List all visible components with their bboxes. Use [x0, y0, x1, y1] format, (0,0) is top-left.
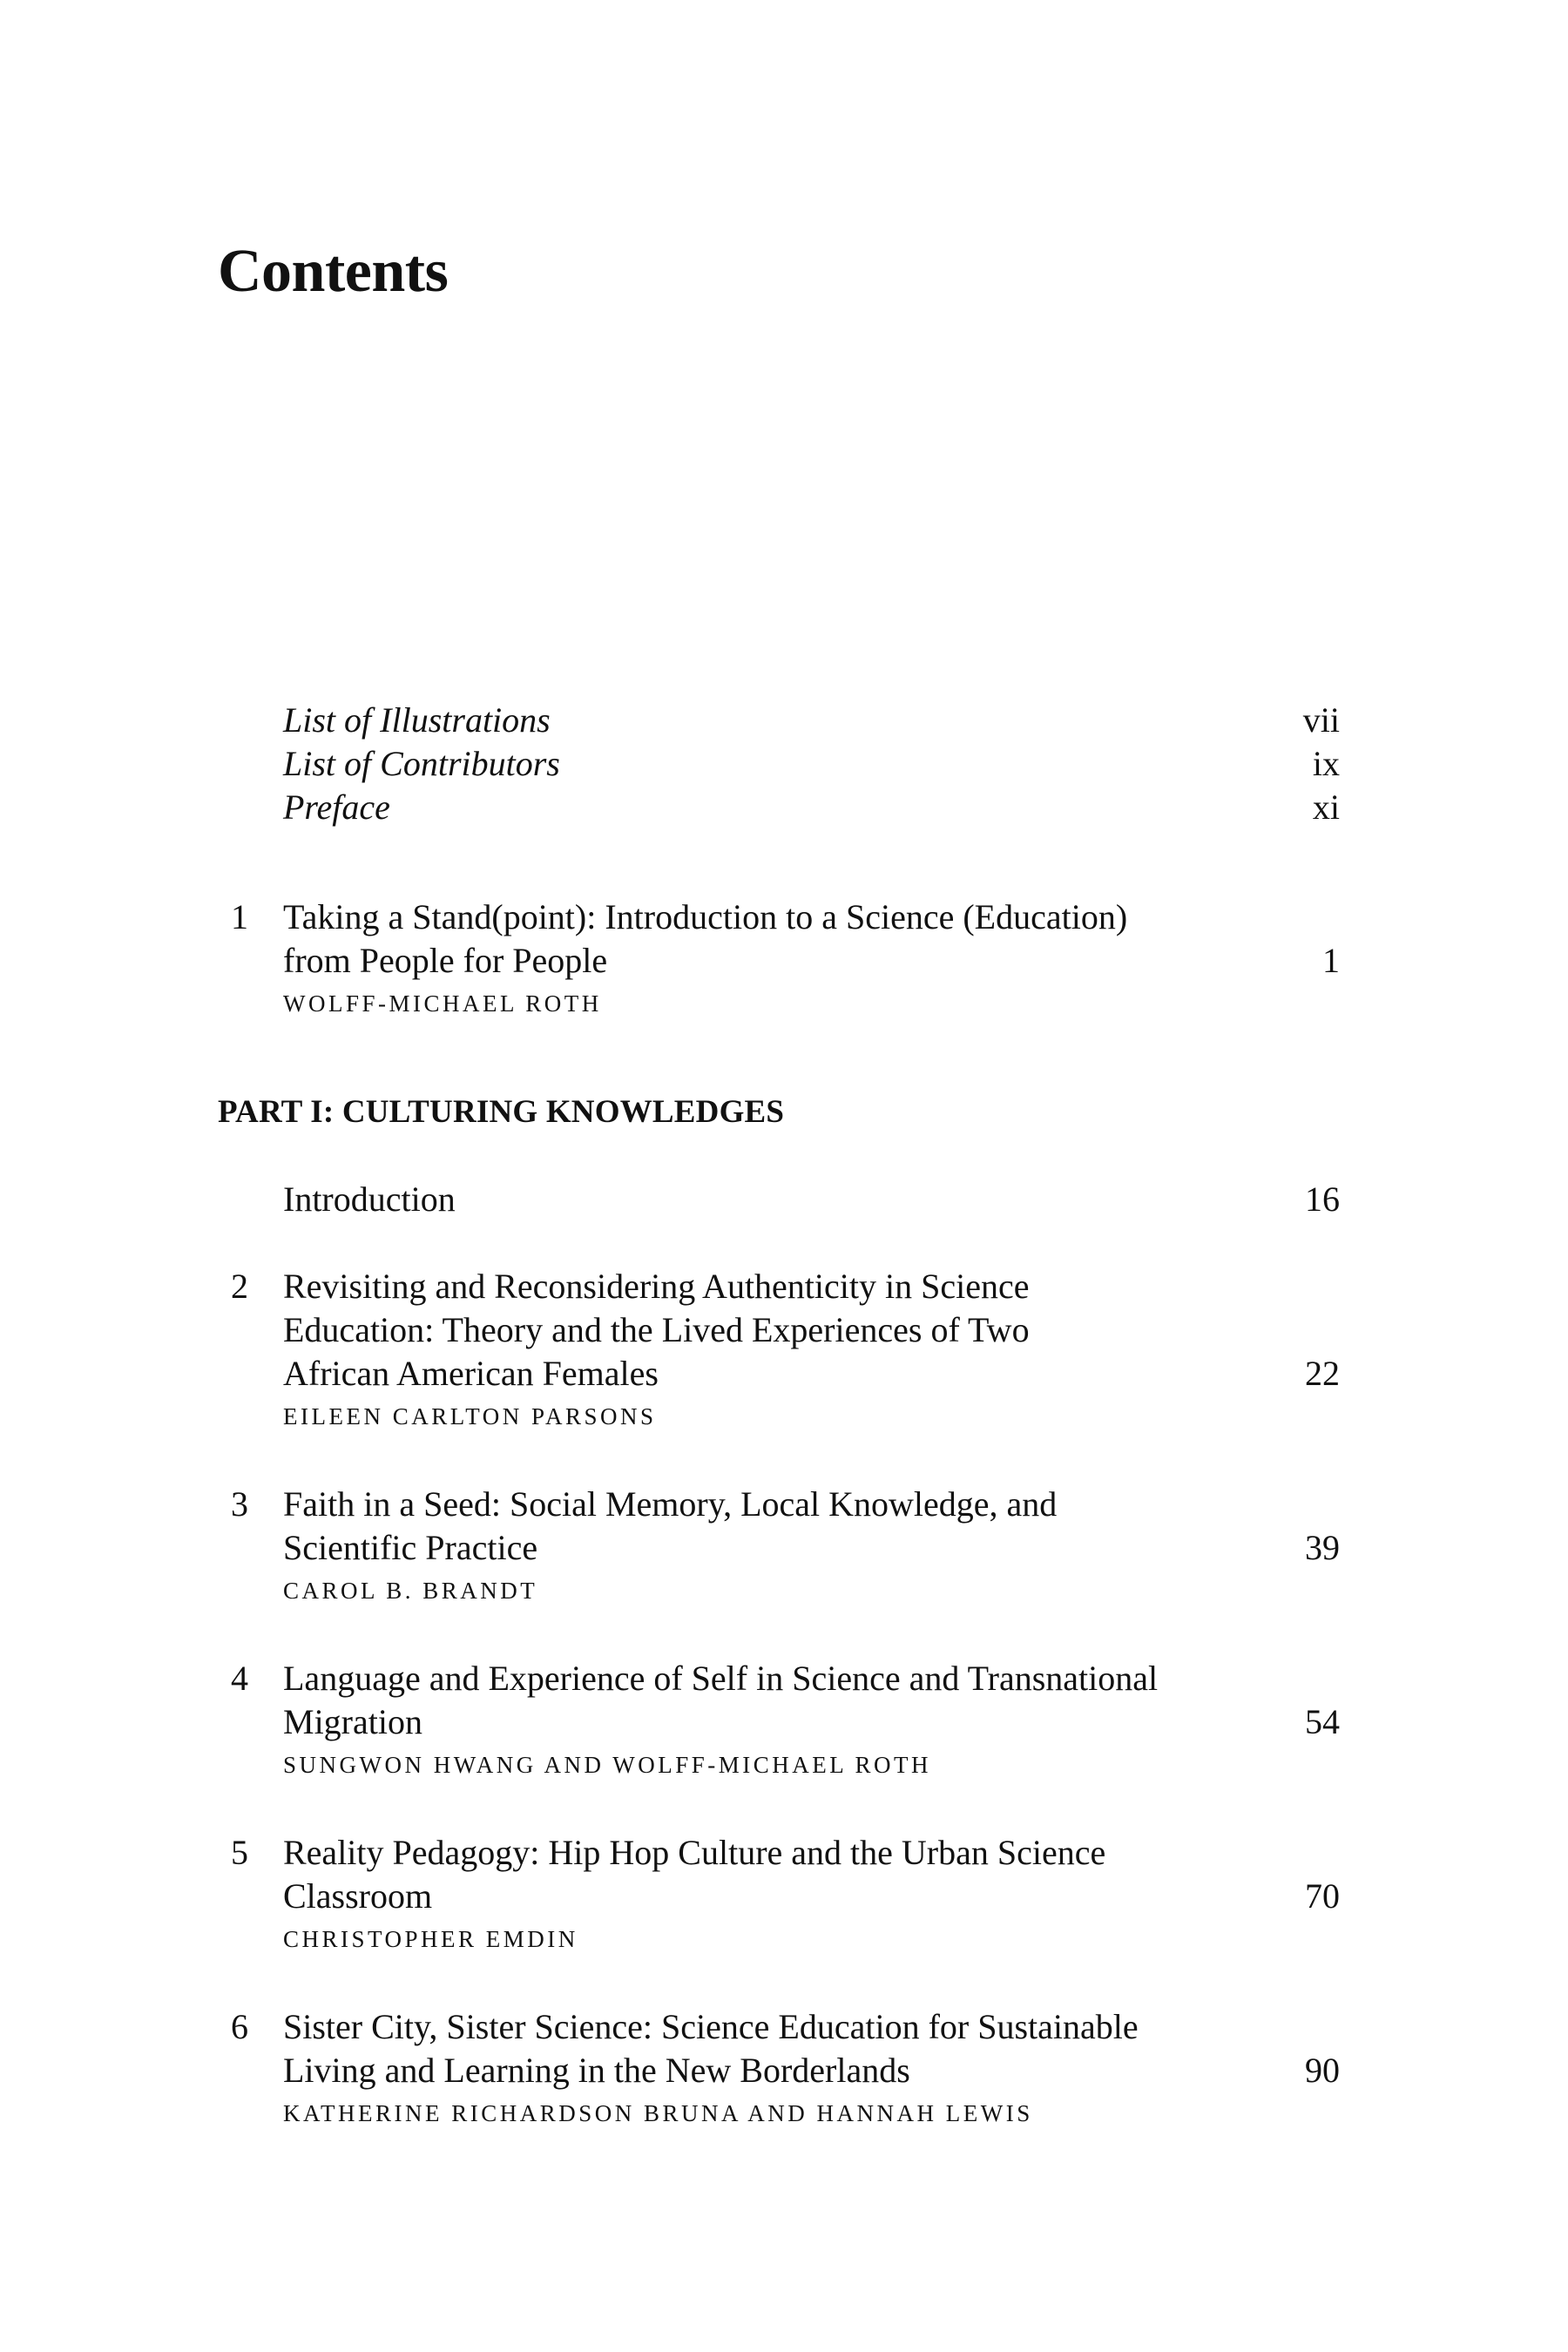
chapter-number: 1 [231, 897, 248, 936]
chapter-number: 3 [231, 1484, 248, 1524]
chapter-title-line: Living and Learning in the New Borderlands [283, 2051, 910, 2090]
part-heading: PART I: CULTURING KNOWLEDGES [218, 1094, 785, 1130]
chapter-title [283, 1831, 1340, 1918]
chapter-number: 6 [231, 2007, 248, 2046]
toc-page-number: 1 [1322, 941, 1340, 980]
chapter-title [283, 1657, 1340, 1744]
toc-entry-chapter-4[interactable] [218, 1657, 1340, 1782]
chapter-title-line: Classroom [283, 1876, 433, 1916]
chapter-author: WOLFF-MICHAEL ROTH [283, 990, 602, 1017]
chapter-title [283, 1483, 1340, 1570]
front-matter-list [283, 699, 1340, 829]
toc-page-number: 70 [1305, 1876, 1340, 1916]
chapter-title-line: Language and Experience of Self in Science and Transnational [283, 1659, 1159, 1698]
toc-entry-chapter-1[interactable] [218, 896, 1340, 1021]
toc-entry-chapter-6[interactable] [218, 2005, 1340, 2131]
toc-entry-introduction[interactable] [218, 1178, 1340, 1221]
chapter-title-line: Taking a Stand(point): Introduction to a Science (Education) [283, 897, 1128, 936]
chapter-title-line: Revisiting and Reconsidering Authenticity in Science [283, 1267, 1030, 1306]
chapter-title-line: from People for People [283, 941, 608, 980]
toc-entry-title: Introduction [283, 1179, 456, 1219]
chapter-author: CAROL B. BRANDT [283, 1578, 538, 1604]
chapter-title-line: Faith in a Seed: Social Memory, Local Knowledge, and [283, 1484, 1058, 1524]
chapter-title-line: Education: Theory and the Lived Experiences of Two [283, 1310, 1030, 1349]
toc-page-number: ix [1312, 744, 1340, 783]
chapter-author: EILEEN CARLTON PARSONS [283, 1403, 657, 1429]
chapter-author: CHRISTOPHER EMDIN [283, 1926, 578, 1952]
chapter-title-line: Scientific Practice [283, 1528, 538, 1567]
chapter-number: 2 [231, 1267, 248, 1306]
chapter-title-line: African American Females [283, 1354, 659, 1393]
toc-page-number: vii [1302, 700, 1340, 740]
chapter-title-line: Reality Pedagogy: Hip Hop Culture and the Urban Science [283, 1833, 1106, 1872]
chapter-title [283, 896, 1340, 983]
toc-entry-chapter-3[interactable] [218, 1483, 1340, 1608]
chapter-title-line: Migration [283, 1702, 422, 1741]
toc-entry-title: List of Illustrations [283, 700, 551, 740]
toc-entry-list-of-contributors[interactable] [283, 742, 1340, 786]
toc-page-number: 22 [1305, 1354, 1340, 1393]
chapter-author: SUNGWON HWANG AND WOLFF-MICHAEL ROTH [283, 1752, 931, 1778]
chapter-number: 4 [231, 1659, 248, 1698]
toc-page-number: xi [1312, 787, 1340, 827]
toc-entry-chapter-5[interactable] [218, 1831, 1340, 1957]
chapter-author: KATHERINE RICHARDSON BRUNA AND HANNAH LEWIS [283, 2100, 1033, 2126]
toc-page-number: 16 [1305, 1179, 1340, 1219]
chapter-title [283, 1265, 1340, 1396]
chapter-title-line: Sister City, Sister Science: Science Education for Sustainable [283, 2007, 1139, 2046]
page-title: Contents [218, 237, 449, 305]
toc-entry-chapter-2[interactable] [218, 1265, 1340, 1434]
toc-entry-preface[interactable] [283, 786, 1340, 829]
toc-page-number: 39 [1305, 1528, 1340, 1567]
toc-page-number: 54 [1305, 1702, 1340, 1741]
toc-entry-title: List of Contributors [283, 744, 560, 783]
toc-entry-title: Preface [283, 787, 390, 827]
chapter-number: 5 [231, 1833, 248, 1872]
chapter-title [283, 2005, 1340, 2092]
toc-entry-list-of-illustrations[interactable] [283, 699, 1340, 742]
toc-page-number: 90 [1305, 2051, 1340, 2090]
